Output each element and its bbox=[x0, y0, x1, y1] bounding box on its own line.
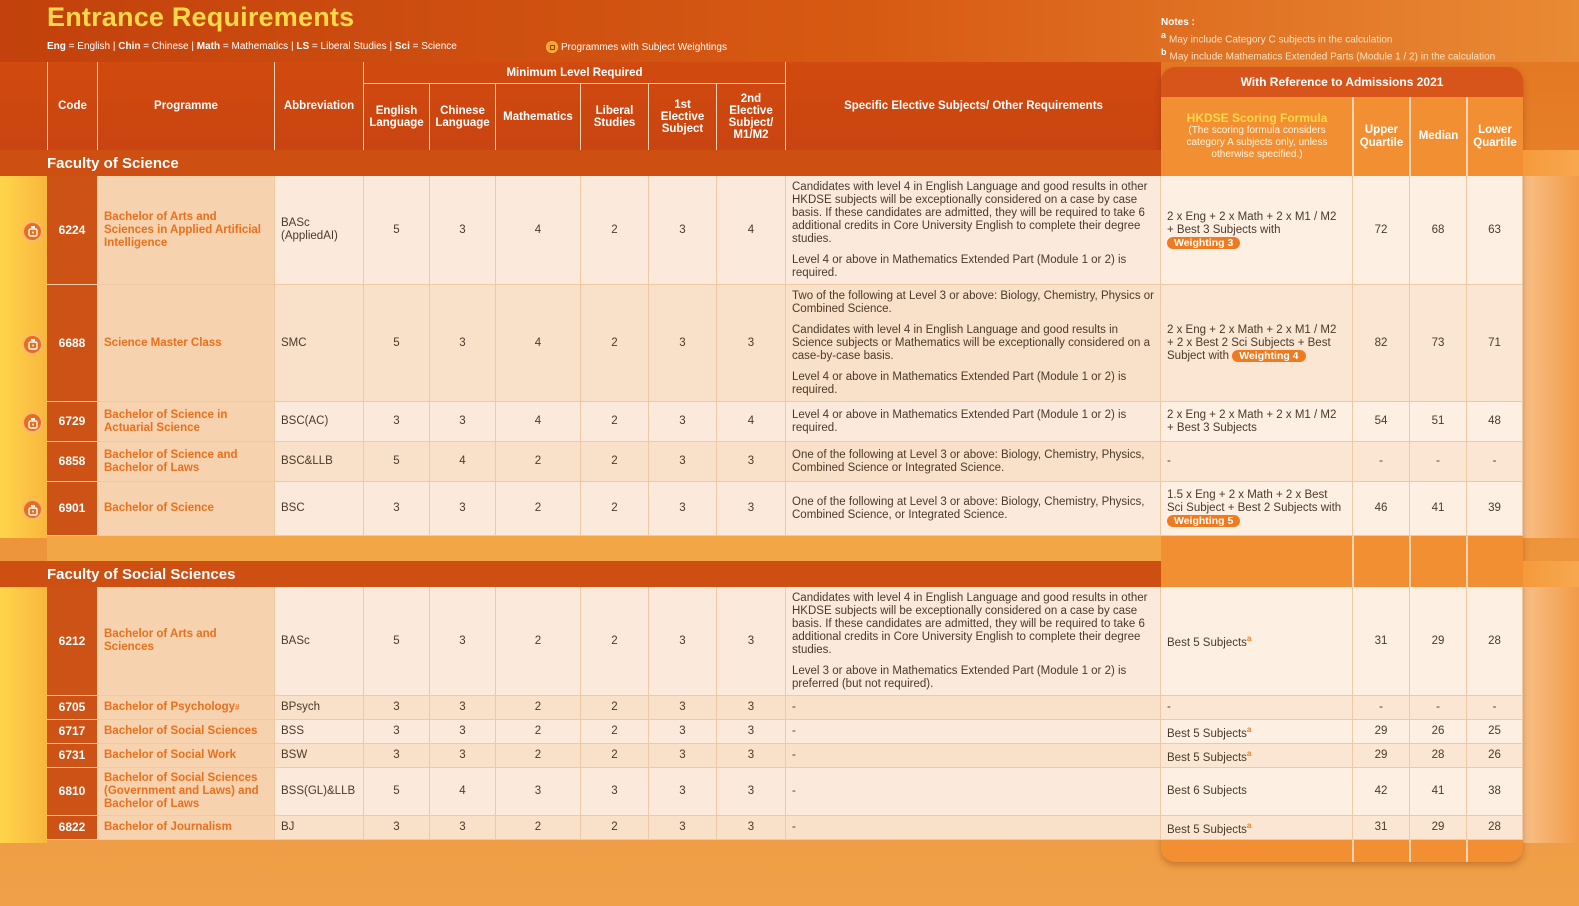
cell-abbr: BSC&LLB bbox=[275, 442, 364, 482]
cell-math: 2 bbox=[496, 816, 581, 840]
cell-eng: 3 bbox=[364, 482, 430, 536]
cell-prog bbox=[98, 768, 275, 816]
cell-uq: 72 bbox=[1353, 176, 1410, 285]
programme-name: Bachelor of Arts and Sciences in Applied Artificial Intelligence bbox=[104, 210, 261, 249]
cell-chin: 4 bbox=[430, 768, 496, 816]
cell-prog bbox=[98, 402, 275, 442]
programme-name: Bachelor of Social Work bbox=[104, 749, 237, 761]
cell-e2: 3 bbox=[717, 442, 786, 482]
cell-req bbox=[786, 285, 1161, 402]
cell-ls: 2 bbox=[581, 696, 649, 720]
cell-ls: 2 bbox=[581, 285, 649, 402]
cell-uq: 31 bbox=[1353, 816, 1410, 840]
requirement-paragraph: One of the following at Level 3 or above: Biology, Chemistry, Physics, Combined Science or Integrated Science. bbox=[792, 448, 1145, 474]
cell-eng: 3 bbox=[364, 402, 430, 442]
cell-code: 6717 bbox=[47, 720, 98, 744]
requirement-paragraph: - bbox=[792, 785, 796, 797]
cell-med: 29 bbox=[1410, 816, 1467, 840]
cell-code: 6858 bbox=[47, 442, 98, 482]
cell-req bbox=[786, 720, 1161, 744]
cell-ls: 2 bbox=[581, 816, 649, 840]
cell-lq: 48 bbox=[1467, 402, 1523, 442]
cell-ls: 3 bbox=[581, 768, 649, 816]
programme-name: Bachelor of Science in Actuarial Science bbox=[104, 408, 228, 434]
requirement-paragraph: Level 4 or above in Mathematics Extended Part (Module 1 or 2) is required. bbox=[792, 253, 1127, 279]
cell-e1: 3 bbox=[649, 816, 717, 840]
col-abbreviation: Abbreviation bbox=[275, 62, 364, 150]
cell-lq: 38 bbox=[1467, 768, 1523, 816]
formula-text: 2 x Eng + 2 x Math + 2 x M1 / M2 + Best 3 Subjects with Weighting 3 bbox=[1167, 210, 1337, 249]
cell-chin: 3 bbox=[430, 744, 496, 768]
cell-math: 3 bbox=[496, 768, 581, 816]
cell-chin: 3 bbox=[430, 587, 496, 696]
col-median: Median bbox=[1418, 130, 1459, 142]
programme-name: Bachelor of Social Sciences (Government and Laws) and Bachelor of Laws bbox=[104, 772, 259, 810]
cell-eng: 5 bbox=[364, 442, 430, 482]
requirement-paragraph: - bbox=[792, 821, 796, 833]
cell-lq: 39 bbox=[1467, 482, 1523, 536]
cell-ls: 2 bbox=[581, 587, 649, 696]
cell-e2: 4 bbox=[717, 176, 786, 285]
programme-footnote-mark: # bbox=[235, 703, 240, 712]
programme-name: Bachelor of Journalism bbox=[104, 821, 232, 833]
cell-req bbox=[786, 696, 1161, 720]
cell-formula bbox=[1161, 442, 1353, 482]
col-group-minimum-level: Minimum Level Required bbox=[364, 62, 786, 84]
cell-lq: 25 bbox=[1467, 720, 1523, 744]
cell-e2: 3 bbox=[717, 816, 786, 840]
col-upper-quartile: Upper Quartile bbox=[1359, 123, 1404, 149]
footnote-mark: a bbox=[1246, 634, 1252, 644]
footnote-mark: a bbox=[1246, 724, 1252, 734]
cell-chin: 4 bbox=[430, 442, 496, 482]
cell-math: 2 bbox=[496, 482, 581, 536]
weighting-scale-icon bbox=[22, 412, 43, 433]
faculty-social-edge bbox=[1523, 561, 1579, 587]
cell-code: 6810 bbox=[47, 768, 98, 816]
programme-name: Bachelor of Science and Bachelor of Laws bbox=[104, 448, 238, 474]
cell-prog bbox=[98, 816, 275, 840]
cell-prog bbox=[98, 482, 275, 536]
cell-code: 6688 bbox=[47, 285, 98, 402]
footnote-mark: a bbox=[1246, 820, 1252, 830]
cell-med: 29 bbox=[1410, 587, 1467, 696]
cell-chin: 3 bbox=[430, 696, 496, 720]
cell-abbr: BASc bbox=[275, 587, 364, 696]
cell-math: 4 bbox=[496, 176, 581, 285]
cell-chin: 3 bbox=[430, 482, 496, 536]
weighting-badge: Weighting 3 bbox=[1167, 237, 1240, 249]
cell-eng: 5 bbox=[364, 285, 430, 402]
footnote-mark: a bbox=[1246, 748, 1252, 758]
cell-med: 41 bbox=[1410, 482, 1467, 536]
requirement-paragraph: - bbox=[792, 701, 796, 713]
faculty-social-title: Faculty of Social Sciences bbox=[0, 561, 1161, 587]
formula-text: 2 x Eng + 2 x Math + 2 x M1 / M2 + Best 3 Subjects bbox=[1167, 408, 1337, 434]
programme-name: Bachelor of Psychology bbox=[104, 701, 236, 713]
weighting-badge: Weighting 5 bbox=[1167, 515, 1240, 527]
col-formula: HKDSE Scoring Formula (The scoring formula considers category A subjects only, unless otherwise specified.) bbox=[1186, 111, 1328, 160]
cell-code: 6901 bbox=[47, 482, 98, 536]
cell-e1: 3 bbox=[649, 176, 717, 285]
cell-lq: 71 bbox=[1467, 285, 1523, 402]
cell-uq: 42 bbox=[1353, 768, 1410, 816]
requirement-paragraph: Candidates with level 4 in English Language and good results in Science subjects or Mathematics will be exceptionally considered on a case-by-case basis. bbox=[792, 323, 1150, 362]
cell-prog bbox=[98, 442, 275, 482]
cell-med: 28 bbox=[1410, 744, 1467, 768]
cell-abbr: BJ bbox=[275, 816, 364, 840]
note-a: $^a$ May include Category C subjects in the calculation bbox=[1161, 30, 1393, 46]
cell-e1: 3 bbox=[649, 285, 717, 402]
cell-e1: 3 bbox=[649, 587, 717, 696]
page-title: Entrance Requirements bbox=[47, 2, 355, 32]
cell-abbr: BSC bbox=[275, 482, 364, 536]
cell-e2: 3 bbox=[717, 482, 786, 536]
cell-e1: 3 bbox=[649, 720, 717, 744]
cell-req bbox=[786, 587, 1161, 696]
notes: Notes : $^a$ May include Category C subjects in the calculation $^b$ May include Mathematics Extended Parts (Module 1 / 2) in the calculation bbox=[1161, 17, 1496, 63]
cell-prog bbox=[98, 285, 275, 402]
cell-code: 6224 bbox=[47, 176, 98, 285]
cell-lq: - bbox=[1467, 696, 1523, 720]
cell-abbr: BSS(GL)&LLB bbox=[275, 768, 364, 816]
cell-lq: 28 bbox=[1467, 587, 1523, 696]
weighting-scale-icon bbox=[22, 499, 43, 520]
cell-math: 2 bbox=[496, 442, 581, 482]
weighting-badge: Weighting 4 bbox=[1232, 350, 1305, 362]
cell-req bbox=[786, 768, 1161, 816]
weighting-legend: Programmes with Subject Weightings bbox=[546, 41, 727, 53]
col-lower-quartile: Lower Quartile bbox=[1473, 123, 1517, 149]
programme-name: Science Master Class bbox=[104, 336, 222, 349]
cell-eng: 3 bbox=[364, 720, 430, 744]
cell-req bbox=[786, 482, 1161, 536]
programme-name: Bachelor of Science bbox=[104, 502, 214, 514]
cell-abbr: BSW bbox=[275, 744, 364, 768]
cell-formula bbox=[1161, 696, 1353, 720]
cell-req bbox=[786, 442, 1161, 482]
formula-text: 1.5 x Eng + 2 x Math + 2 x Best Sci Subject + Best 2 Subjects with Weighting 5 bbox=[1167, 489, 1342, 527]
formula-text: - bbox=[1167, 701, 1171, 713]
cell-formula bbox=[1161, 768, 1353, 816]
cell-uq: 54 bbox=[1353, 402, 1410, 442]
weighting-scale-icon bbox=[22, 334, 43, 355]
reference-heading: With Reference to Admissions 2021 bbox=[1161, 67, 1523, 97]
cell-uq: 29 bbox=[1353, 744, 1410, 768]
col-programme: Programme bbox=[98, 62, 275, 150]
formula-text: Best 5 Subjects$^a$ bbox=[1167, 634, 1252, 649]
cell-code: 6731 bbox=[47, 744, 98, 768]
cell-math: 2 bbox=[496, 587, 581, 696]
cell-math: 4 bbox=[496, 402, 581, 442]
requirement-paragraph: - bbox=[792, 725, 796, 737]
cell-chin: 3 bbox=[430, 720, 496, 744]
cell-math: 4 bbox=[496, 285, 581, 402]
col-math: Mathematics bbox=[496, 84, 581, 150]
requirement-paragraph: Level 3 or above in Mathematics Extended Part (Module 1 or 2) is preferred (but not required). bbox=[792, 664, 1127, 690]
cell-eng: 5 bbox=[364, 587, 430, 696]
cell-code: 6212 bbox=[47, 587, 98, 696]
programme-name: Bachelor of Social Sciences bbox=[104, 725, 258, 737]
cell-math: 2 bbox=[496, 720, 581, 744]
cell-eng: 5 bbox=[364, 768, 430, 816]
formula-text: Best 6 Subjects bbox=[1167, 785, 1247, 797]
cell-lq: 63 bbox=[1467, 176, 1523, 285]
col-elective1: 1st Elective Subject bbox=[649, 84, 717, 150]
cell-e2: 3 bbox=[717, 696, 786, 720]
cell-abbr: BPsych bbox=[275, 696, 364, 720]
cell-chin: 3 bbox=[430, 402, 496, 442]
col-chinese: Chinese Language bbox=[430, 84, 496, 150]
cell-e2: 3 bbox=[717, 587, 786, 696]
cell-req bbox=[786, 402, 1161, 442]
requirement-paragraph: Candidates with level 4 in English Language and good results in other HKDSE subjects will be exceptionally considered on a case by case basis. If these candidates are admitted, they will be required to take 6 additional credits in Core University English to complete their degree studies. bbox=[792, 591, 1148, 656]
col-code: Code bbox=[47, 62, 98, 150]
cell-e2: 3 bbox=[717, 720, 786, 744]
left-glow-social bbox=[0, 587, 47, 843]
cell-formula bbox=[1161, 285, 1353, 402]
cell-formula bbox=[1161, 816, 1353, 840]
cell-code: 6822 bbox=[47, 816, 98, 840]
cell-math: 2 bbox=[496, 696, 581, 720]
cell-ls: 2 bbox=[581, 482, 649, 536]
abbreviation-legend: Eng = English | Chin = Chinese | Math = Mathematics | LS = Liberal Studies | Sci = Science bbox=[47, 41, 457, 52]
cell-uq: 82 bbox=[1353, 285, 1410, 402]
col-specific: Specific Elective Subjects/ Other Requirements bbox=[844, 100, 1103, 112]
col-ls: Liberal Studies bbox=[581, 84, 649, 150]
cell-med: 73 bbox=[1410, 285, 1467, 402]
table-header bbox=[0, 62, 1161, 150]
cell-formula bbox=[1161, 587, 1353, 696]
cell-uq: - bbox=[1353, 442, 1410, 482]
cell-e1: 3 bbox=[649, 442, 717, 482]
cell-e2: 4 bbox=[717, 402, 786, 442]
cell-med: 68 bbox=[1410, 176, 1467, 285]
cell-e2: 3 bbox=[717, 285, 786, 402]
cell-e1: 3 bbox=[649, 744, 717, 768]
cell-prog bbox=[98, 744, 275, 768]
requirement-paragraph: Candidates with level 4 in English Language and good results in other HKDSE subjects will be exceptionally considered on a case by case basis. If these candidates are admitted, they will be required to take 6 additional credits in Core University English to complete their degree studies. bbox=[792, 180, 1148, 245]
cell-req bbox=[786, 816, 1161, 840]
cell-formula bbox=[1161, 720, 1353, 744]
cell-abbr: SMC bbox=[275, 285, 364, 402]
cell-eng: 3 bbox=[364, 696, 430, 720]
cell-lq: 28 bbox=[1467, 816, 1523, 840]
cell-prog bbox=[98, 587, 275, 696]
cell-uq: 31 bbox=[1353, 587, 1410, 696]
cell-ls: 2 bbox=[581, 442, 649, 482]
cell-e1: 3 bbox=[649, 482, 717, 536]
cell-med: 26 bbox=[1410, 720, 1467, 744]
cell-e2: 3 bbox=[717, 768, 786, 816]
formula-text: Best 5 Subjects$^a$ bbox=[1167, 820, 1252, 836]
requirement-paragraph: - bbox=[792, 749, 796, 761]
requirement-paragraph: One of the following at Level 3 or above: Biology, Chemistry, Physics, Combined Science, or Integrated Science. bbox=[792, 495, 1145, 521]
programme-name: Bachelor of Arts and Sciences bbox=[104, 628, 217, 653]
cell-e1: 3 bbox=[649, 768, 717, 816]
cell-ls: 2 bbox=[581, 744, 649, 768]
cell-code: 6729 bbox=[47, 402, 98, 442]
cell-chin: 3 bbox=[430, 285, 496, 402]
cell-req bbox=[786, 176, 1161, 285]
cell-ls: 2 bbox=[581, 720, 649, 744]
weighting-scale-icon bbox=[22, 221, 43, 242]
cell-chin: 3 bbox=[430, 176, 496, 285]
cell-formula bbox=[1161, 482, 1353, 536]
cell-eng: 3 bbox=[364, 744, 430, 768]
cell-prog bbox=[98, 176, 275, 285]
cell-uq: 29 bbox=[1353, 720, 1410, 744]
cell-eng: 5 bbox=[364, 176, 430, 285]
note-b: $^b$ May include Mathematics Extended Parts (Module 1 / 2) in the calculation bbox=[1161, 47, 1496, 63]
cell-formula bbox=[1161, 744, 1353, 768]
formula-text: Best 5 Subjects$^a$ bbox=[1167, 724, 1252, 740]
cell-chin: 3 bbox=[430, 816, 496, 840]
right-glow-social bbox=[1523, 587, 1579, 843]
weighting-scale-icon bbox=[546, 41, 558, 53]
cell-req bbox=[786, 744, 1161, 768]
formula-text: Best 5 Subjects$^a$ bbox=[1167, 748, 1252, 764]
cell-code: 6705 bbox=[47, 696, 98, 720]
cell-med: - bbox=[1410, 442, 1467, 482]
cell-med: 51 bbox=[1410, 402, 1467, 442]
right-glow-science bbox=[1523, 176, 1579, 538]
formula-text: 2 x Eng + 2 x Math + 2 x M1 / M2 + 2 x Best 2 Sci Subjects + Best Subject with Weighting 4 bbox=[1167, 323, 1337, 362]
col-english: English Language bbox=[364, 84, 430, 150]
cell-med: 41 bbox=[1410, 768, 1467, 816]
cell-prog bbox=[98, 720, 275, 744]
cell-ls: 2 bbox=[581, 402, 649, 442]
cell-e2: 3 bbox=[717, 744, 786, 768]
cell-prog bbox=[98, 696, 275, 720]
col-elective2: 2nd Elective Subject/ M1/M2 bbox=[717, 84, 786, 150]
cell-ls: 2 bbox=[581, 176, 649, 285]
cell-abbr: BSS bbox=[275, 720, 364, 744]
cell-lq: - bbox=[1467, 442, 1523, 482]
section-gap bbox=[47, 536, 1161, 562]
cell-formula bbox=[1161, 176, 1353, 285]
cell-uq: - bbox=[1353, 696, 1410, 720]
cell-e1: 3 bbox=[649, 402, 717, 442]
cell-abbr: BASc (AppliedAI) bbox=[275, 176, 364, 285]
cell-formula bbox=[1161, 402, 1353, 442]
cell-math: 2 bbox=[496, 744, 581, 768]
requirement-paragraph: Level 4 or above in Mathematics Extended Part (Module 1 or 2) is required. bbox=[792, 408, 1127, 434]
cell-lq: 26 bbox=[1467, 744, 1523, 768]
formula-text: - bbox=[1167, 455, 1171, 467]
cell-abbr: BSC(AC) bbox=[275, 402, 364, 442]
cell-uq: 46 bbox=[1353, 482, 1410, 536]
faculty-science-edge bbox=[1523, 150, 1579, 176]
requirement-paragraph: Two of the following at Level 3 or above: Biology, Chemistry, Physics or Combined Science. bbox=[792, 289, 1154, 315]
requirement-paragraph: Level 4 or above in Mathematics Extended Part (Module 1 or 2) is required. bbox=[792, 370, 1127, 396]
faculty-science-title: Faculty of Science bbox=[0, 150, 1161, 176]
cell-med: - bbox=[1410, 696, 1467, 720]
cell-e1: 3 bbox=[649, 696, 717, 720]
cell-eng: 3 bbox=[364, 816, 430, 840]
